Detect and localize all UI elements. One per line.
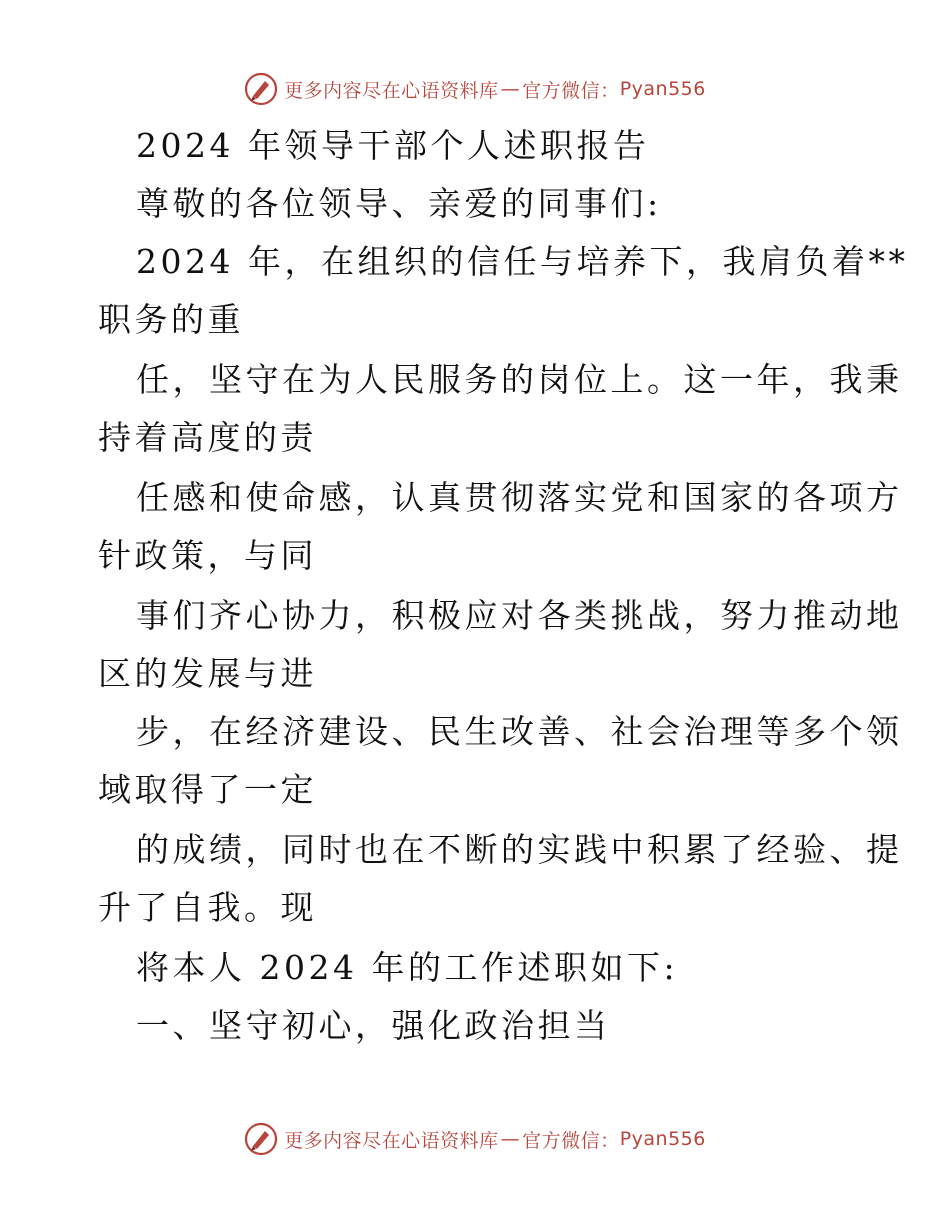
paragraph-line: 针政策，与同 [98, 536, 317, 575]
paragraph-line: 职务的重 [98, 300, 244, 339]
pen-logo-icon [244, 1122, 278, 1156]
banner-wechat-label: 官方微信： [522, 1129, 620, 1152]
banner-wechat-id: Pyan556 [619, 1128, 706, 1150]
header-watermark-banner [0, 72, 950, 106]
paragraph-line: 将本人 2024 年的工作述职如下: [136, 948, 679, 987]
paragraph-line: 持着高度的责 [98, 418, 317, 457]
banner-text: 更多内容尽在心语资料库 [284, 1129, 499, 1152]
banner-dash: — [500, 1128, 521, 1150]
paragraph-line: 升了自我。现 [98, 888, 317, 927]
banner-wechat-id: Pyan556 [619, 78, 706, 100]
paragraph-line: 区的发展与进 [98, 654, 317, 693]
banner-text: 更多内容尽在心语资料库 [284, 79, 499, 102]
paragraph-line: 的成绩，同时也在不断的实践中积累了经验、提 [136, 830, 903, 869]
pen-logo-icon [244, 72, 278, 106]
paragraph-line: 步，在经济建设、民生改善、社会治理等多个领 [136, 712, 903, 751]
banner-wechat-label: 官方微信： [522, 79, 620, 102]
paragraph-line: 2024 年，在组织的信任与培养下，我肩负着** [136, 242, 909, 281]
paragraph-line: 事们齐心协力，积极应对各类挑战，努力推动地 [136, 596, 903, 635]
document-title: 2024 年领导干部个人述职报告 [136, 126, 650, 165]
banner-dash: — [500, 78, 521, 100]
paragraph-line: 任感和使命感，认真贯彻落实党和国家的各项方 [136, 478, 903, 517]
footer-watermark-banner [0, 1122, 950, 1156]
paragraph-line: 尊敬的各位领导、亲爱的同事们: [136, 184, 662, 223]
section-heading: 一、坚守初心，强化政治担当 [136, 1006, 611, 1045]
paragraph-line: 任，坚守在为人民服务的岗位上。这一年，我秉 [136, 360, 903, 399]
paragraph-line: 域取得了一定 [98, 770, 317, 809]
